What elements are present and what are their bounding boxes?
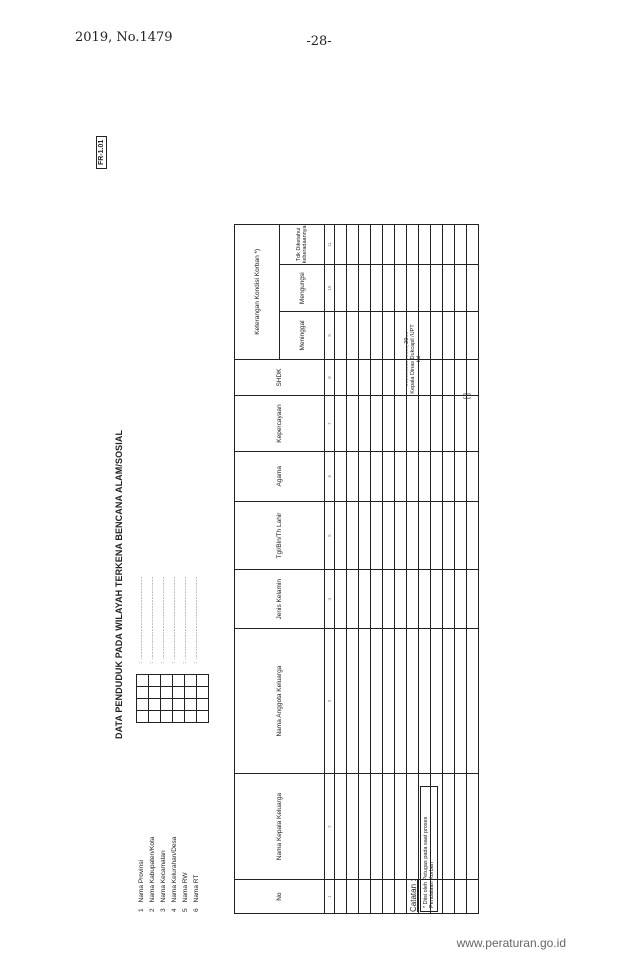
location-field-line — [191, 577, 202, 664]
table-cell[interactable] — [455, 451, 467, 501]
column-number-row — [325, 225, 335, 914]
location-field-dots[interactable]: ...................................................... — [182, 576, 188, 660]
table-cell[interactable] — [383, 501, 395, 569]
location-field-number: 1 — [138, 908, 145, 912]
col-header-no: No — [235, 880, 325, 914]
table-cell[interactable] — [419, 501, 431, 569]
location-field-label: Nama Kabupaten/Kota — [149, 836, 156, 903]
location-field-number: 3 — [160, 908, 167, 912]
table-cell[interactable] — [431, 629, 443, 774]
code-box-cell[interactable] — [185, 686, 197, 698]
column-number-cell: 11 — [325, 225, 335, 265]
table-cell[interactable] — [455, 880, 467, 914]
code-box-cell[interactable] — [161, 710, 173, 722]
location-field-line — [180, 577, 191, 664]
table-cell[interactable] — [395, 570, 407, 629]
code-box-cell[interactable] — [197, 686, 209, 698]
location-field-1 — [136, 837, 147, 912]
rotated-form-sheet — [84, 124, 471, 914]
location-field-dots[interactable]: ...................................................... — [149, 576, 155, 660]
column-number-cell: 1 — [325, 880, 335, 914]
table-cell[interactable] — [371, 501, 383, 569]
code-box-cell[interactable] — [197, 698, 209, 710]
table-cell[interactable] — [383, 570, 395, 629]
location-field-6 — [191, 837, 202, 912]
col-header-mengungsi: Mengungsi — [280, 264, 325, 311]
table-cell[interactable] — [455, 396, 467, 451]
data-table — [234, 224, 479, 914]
table-cell[interactable] — [359, 773, 371, 879]
table-cell[interactable] — [443, 773, 455, 879]
col-header-agama: Agama — [235, 451, 325, 501]
location-field-number: 4 — [171, 908, 178, 912]
table-cell[interactable] — [383, 773, 395, 879]
table-cell[interactable] — [371, 629, 383, 774]
table-cell[interactable] — [383, 396, 395, 451]
table-cell[interactable] — [467, 880, 479, 914]
table-cell[interactable] — [431, 359, 443, 396]
table-cell[interactable] — [383, 629, 395, 774]
code-box-cell[interactable] — [161, 698, 173, 710]
table-cell[interactable] — [335, 501, 347, 569]
table-cell[interactable] — [395, 451, 407, 501]
code-box-cell[interactable] — [149, 674, 161, 686]
table-cell[interactable] — [443, 880, 455, 914]
location-field-label: Nama RT — [193, 874, 200, 903]
table-cell[interactable] — [371, 570, 383, 629]
table-cell[interactable] — [371, 880, 383, 914]
table-cell[interactable] — [383, 451, 395, 501]
table-cell[interactable] — [335, 312, 347, 359]
code-box-cell[interactable] — [173, 674, 185, 686]
code-box-cell[interactable] — [173, 710, 185, 722]
table-cell[interactable] — [395, 225, 407, 265]
table-cell[interactable] — [443, 264, 455, 311]
table-cell[interactable] — [359, 312, 371, 359]
code-box-cell[interactable] — [137, 698, 149, 710]
table-cell[interactable] — [443, 501, 455, 569]
location-field-separator: : — [138, 662, 144, 664]
column-number-cell: 9 — [325, 312, 335, 359]
col-header-tgl: Tgl/Bln/Th Lahir — [235, 501, 325, 569]
column-number-cell: 8 — [325, 359, 335, 396]
table-cell[interactable] — [383, 312, 395, 359]
column-number-cell: 4 — [325, 570, 335, 629]
location-field-lines — [136, 577, 209, 664]
table-cell[interactable] — [443, 570, 455, 629]
column-number-cell: 7 — [325, 396, 335, 451]
table-cell[interactable] — [443, 359, 455, 396]
table-cell[interactable] — [407, 629, 419, 774]
table-cell[interactable] — [359, 880, 371, 914]
code-box-cell[interactable] — [197, 674, 209, 686]
table-cell[interactable] — [419, 451, 431, 501]
location-field-line — [158, 577, 169, 664]
table-cell[interactable] — [419, 225, 431, 265]
code-box-cell[interactable] — [185, 698, 197, 710]
table-cell[interactable] — [407, 225, 419, 265]
location-field-line — [136, 577, 147, 664]
table-cell[interactable] — [455, 570, 467, 629]
code-box-cell[interactable] — [173, 686, 185, 698]
column-number-cell: 2 — [325, 773, 335, 879]
header-left: 2019, No.1479 — [75, 30, 173, 45]
table-cell[interactable] — [347, 396, 359, 451]
location-field-separator: : — [171, 662, 177, 664]
table-cell[interactable] — [359, 396, 371, 451]
table-cell[interactable] — [467, 451, 479, 501]
table-cell[interactable] — [371, 264, 383, 311]
table-cell[interactable] — [371, 396, 383, 451]
table-cell[interactable] — [419, 570, 431, 629]
catatan-text: * Diisi oleh Petugas pada saat proses Pendataan Korban — [420, 786, 438, 912]
table-cell[interactable] — [443, 396, 455, 451]
table-cell[interactable] — [455, 225, 467, 265]
table-cell[interactable] — [407, 501, 419, 569]
table-row — [455, 225, 467, 914]
col-header-shdk: SHDK — [235, 359, 325, 396]
location-field-number: 2 — [149, 908, 156, 912]
table-cell[interactable] — [359, 501, 371, 569]
code-box-cell[interactable] — [149, 698, 161, 710]
location-field-label: Nama Provinsi — [138, 860, 145, 903]
code-box-row — [149, 674, 161, 722]
table-cell[interactable] — [371, 225, 383, 265]
table-cell[interactable] — [335, 880, 347, 914]
code-box-row — [185, 674, 197, 722]
location-field-dots[interactable]: ...................................................... — [171, 576, 177, 660]
table-cell[interactable] — [443, 629, 455, 774]
code-box-cell[interactable] — [185, 674, 197, 686]
table-cell[interactable] — [431, 501, 443, 569]
footer-url: www.peraturan.go.id — [456, 936, 566, 950]
location-field-labels — [136, 837, 209, 912]
table-cell[interactable] — [395, 773, 407, 879]
code-box-cell[interactable] — [161, 686, 173, 698]
col-header-meninggal: Meninggal — [280, 312, 325, 359]
code-box-row — [161, 674, 173, 722]
column-number-cell: 6 — [325, 451, 335, 501]
table-cell[interactable] — [431, 570, 443, 629]
table-cell[interactable] — [335, 629, 347, 774]
signature-bracket-text: [ ] — [464, 393, 471, 399]
table-cell[interactable] — [431, 264, 443, 311]
col-header-kepercayaan: Kepercayaan — [235, 396, 325, 451]
table-cell[interactable] — [455, 773, 467, 879]
location-field-separator: : — [193, 662, 199, 664]
table-row — [383, 225, 395, 914]
code-box-row — [197, 674, 209, 722]
location-field-5 — [180, 837, 191, 912]
location-field-separator: : — [149, 662, 155, 664]
table-cell[interactable] — [359, 629, 371, 774]
table-cell[interactable] — [467, 629, 479, 774]
table-row — [371, 225, 383, 914]
table-cell[interactable] — [335, 451, 347, 501]
code-box-cell[interactable] — [137, 686, 149, 698]
code-boxes — [136, 674, 209, 723]
table-cell[interactable] — [431, 225, 443, 265]
code-box-cell[interactable] — [137, 674, 149, 686]
table-cell[interactable] — [467, 264, 479, 311]
location-field-number: 5 — [182, 908, 189, 912]
table-cell[interactable] — [467, 570, 479, 629]
table-cell[interactable] — [407, 451, 419, 501]
table-row — [443, 225, 455, 914]
code-box-cell[interactable] — [185, 710, 197, 722]
table-cell[interactable] — [347, 570, 359, 629]
location-field-separator: : — [182, 662, 188, 664]
location-field-label: Nama RW — [182, 872, 189, 903]
location-field-3 — [158, 837, 169, 912]
table-cell[interactable] — [371, 451, 383, 501]
table-cell[interactable] — [455, 312, 467, 359]
table-cell[interactable] — [347, 264, 359, 311]
table-cell[interactable] — [335, 225, 347, 265]
table-cell[interactable] — [347, 773, 359, 879]
table-cell[interactable] — [335, 396, 347, 451]
table-cell[interactable] — [443, 312, 455, 359]
table-cell[interactable] — [395, 629, 407, 774]
table-cell[interactable] — [347, 225, 359, 265]
table-cell[interactable] — [335, 359, 347, 396]
col-header-tdk-diketahui: Tdk Diketahui keberadaannya — [280, 225, 325, 265]
table-cell[interactable] — [455, 359, 467, 396]
table-cell[interactable] — [431, 451, 443, 501]
table-cell[interactable] — [383, 264, 395, 311]
table-row — [347, 225, 359, 914]
column-number-cell: 5 — [325, 501, 335, 569]
table-cell[interactable] — [383, 880, 395, 914]
code-box-cell[interactable] — [173, 698, 185, 710]
table-cell[interactable] — [431, 396, 443, 451]
form-title: DATA PENDUDUK PADA WILAYAH TERKENA BENCANA ALAM/SOSIAL — [114, 429, 124, 739]
column-number-cell: 10 — [325, 264, 335, 311]
code-box-cell[interactable] — [137, 710, 149, 722]
location-field-2 — [147, 837, 158, 912]
table-cell[interactable] — [467, 501, 479, 569]
signature-position: Kepala Dinas Dukcapil /UPT — [410, 324, 416, 394]
table-cell[interactable] — [347, 880, 359, 914]
column-number-cell: 3 — [325, 629, 335, 774]
table-cell[interactable] — [431, 312, 443, 359]
code-box-row — [173, 674, 185, 722]
table-cell[interactable] — [467, 359, 479, 396]
table-row — [359, 225, 371, 914]
table-cell[interactable] — [359, 451, 371, 501]
table-cell[interactable] — [359, 264, 371, 311]
location-field-number: 6 — [193, 908, 200, 912]
table-cell[interactable] — [335, 264, 347, 311]
table-cell[interactable] — [359, 570, 371, 629]
table-cell[interactable] — [467, 225, 479, 265]
col-header-jenis: Jenis Kelamin — [235, 570, 325, 629]
table-cell[interactable] — [467, 396, 479, 451]
table-cell[interactable] — [371, 773, 383, 879]
table-cell[interactable] — [347, 629, 359, 774]
col-header-keterangan: Keterangan Kondisi Korban *) — [235, 225, 280, 360]
table-cell[interactable] — [443, 451, 455, 501]
table-cell[interactable] — [347, 501, 359, 569]
table-cell[interactable] — [455, 264, 467, 311]
table-cell[interactable] — [359, 359, 371, 396]
table-cell[interactable] — [455, 629, 467, 774]
signature-name-bracket — [464, 393, 471, 399]
table-cell[interactable] — [383, 225, 395, 265]
table-cell[interactable] — [335, 570, 347, 629]
location-field-separator: : — [160, 662, 166, 664]
location-field-dots[interactable]: ...................................................... — [138, 576, 144, 660]
location-field-label: Nama Kecamatan — [160, 850, 167, 903]
table-cell[interactable] — [347, 312, 359, 359]
col-header-kepala: Nama Kepala Keluarga — [235, 773, 325, 879]
signature-block — [404, 304, 422, 414]
table-cell[interactable] — [443, 225, 455, 265]
catatan-section — [409, 786, 438, 912]
location-fields — [136, 577, 209, 912]
signature-ttd: ttd — [416, 355, 422, 363]
table-row — [467, 225, 479, 914]
table-cell[interactable] — [395, 501, 407, 569]
table-cell[interactable] — [347, 451, 359, 501]
table-cell[interactable] — [359, 225, 371, 265]
catatan-label: Catatan : — [409, 879, 418, 912]
location-field-label: Nama Kelurahan/Desa — [171, 836, 178, 903]
table-cell[interactable] — [371, 312, 383, 359]
code-box-cell[interactable] — [197, 710, 209, 722]
col-header-anggota: Nama Anggota Keluarga — [235, 629, 325, 774]
page-number: -28- — [306, 34, 332, 49]
table-row — [335, 225, 347, 914]
table-cell[interactable] — [371, 359, 383, 396]
code-box-cell[interactable] — [149, 686, 161, 698]
table-cell[interactable] — [419, 629, 431, 774]
table-cell[interactable] — [467, 312, 479, 359]
table-cell[interactable] — [335, 773, 347, 879]
location-field-line — [169, 577, 180, 664]
table-cell[interactable] — [455, 501, 467, 569]
code-box-cell[interactable] — [161, 674, 173, 686]
location-field-dots[interactable]: ...................................................... — [193, 576, 199, 660]
table-cell[interactable] — [347, 359, 359, 396]
location-field-line — [147, 577, 158, 664]
table-cell[interactable] — [383, 359, 395, 396]
table-cell[interactable] — [467, 773, 479, 879]
code-box-cell[interactable] — [149, 710, 161, 722]
table-cell[interactable] — [407, 570, 419, 629]
signature-date-line: .........................., 20.... — [404, 331, 410, 387]
code-box-row — [137, 674, 149, 722]
table-cell[interactable] — [395, 880, 407, 914]
form-code: FR-1.01 — [96, 136, 107, 169]
location-field-dots[interactable]: ...................................................... — [160, 576, 166, 660]
location-field-4 — [169, 837, 180, 912]
